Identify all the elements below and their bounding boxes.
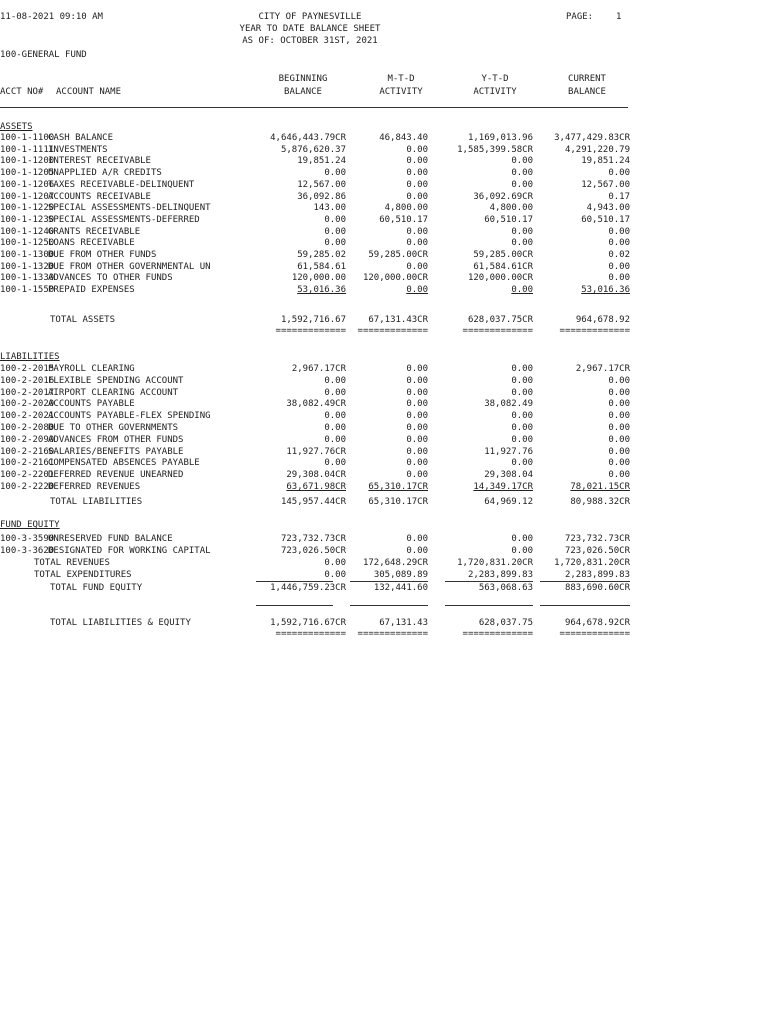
underline xyxy=(256,605,333,606)
beginning-balance: 0.00 xyxy=(324,375,346,386)
ytd-activity: 0.00 xyxy=(511,238,533,249)
underline xyxy=(540,581,630,582)
table-row xyxy=(0,273,770,285)
ytd-activity: 36,092.69CR xyxy=(473,191,533,202)
table-row xyxy=(0,250,770,262)
table-row xyxy=(0,546,770,558)
beginning-balance: 723,732.73CR xyxy=(280,534,346,544)
mtd-activity: 46,843.40 xyxy=(379,133,428,143)
total-assets-ytd: 628,037.75CR xyxy=(467,315,533,325)
account-name: FLEXIBLE SPENDING ACCOUNT xyxy=(48,375,184,386)
account-number: 100-2-2160 xyxy=(0,446,55,457)
col-mtd-2: ACTIVITY xyxy=(379,87,423,97)
total-revenues-ytd: 1,720,831.20CR xyxy=(457,558,533,568)
account-name: DUE TO OTHER GOVERNMENTS xyxy=(48,423,179,433)
beginning-balance: 5,876,620.37 xyxy=(280,144,346,155)
double-rule: ============= xyxy=(275,629,346,639)
total-expenditures-mtd: 305,089.89 xyxy=(373,570,428,580)
account-name: TAXES RECEIVABLE-DELINQUENT xyxy=(48,179,195,190)
total-fund-equity-mtd: 132,441.60 xyxy=(373,583,428,593)
account-number: 100-1-1111 xyxy=(0,144,55,155)
ytd-activity: 0.00 xyxy=(511,458,533,469)
account-number: 100-1-1206 xyxy=(0,179,55,190)
current-balance: 60,510.17 xyxy=(581,214,630,225)
col-beginning-1: BEGINNING xyxy=(278,74,328,84)
table-row xyxy=(0,534,770,546)
ytd-activity: 0.00 xyxy=(511,546,533,556)
ytd-activity: 0.00 xyxy=(511,285,533,296)
account-name: LOANS RECEIVABLE xyxy=(48,238,135,249)
account-name: INVESTMENTS xyxy=(48,144,108,155)
account-name: DEFERRED REVENUES xyxy=(48,482,141,492)
underline xyxy=(350,581,428,582)
mtd-activity: 0.00 xyxy=(406,399,428,410)
current-balance: 0.00 xyxy=(608,168,630,179)
mtd-activity: 0.00 xyxy=(406,238,428,249)
table-row xyxy=(0,180,770,192)
total-assets-mtd: 67,131.43CR xyxy=(368,315,428,325)
ytd-activity: 0.00 xyxy=(511,411,533,422)
current-balance: 723,026.50CR xyxy=(564,546,630,556)
beginning-balance: 59,285.02 xyxy=(297,250,346,260)
current-balance: 0.00 xyxy=(608,273,630,284)
ytd-activity: 0.00 xyxy=(511,156,533,167)
total-liabilities-row xyxy=(0,497,770,509)
beginning-balance: 0.00 xyxy=(324,423,346,433)
total-assets-double-rule xyxy=(0,326,770,338)
beginning-balance: 19,851.24 xyxy=(297,156,346,167)
current-balance: 4,291,220.79 xyxy=(564,144,630,155)
beginning-balance: 0.00 xyxy=(324,387,346,398)
current-balance: 0.00 xyxy=(608,399,630,410)
mtd-activity: 0.00 xyxy=(406,423,428,433)
account-name: UNAPPLIED A/R CREDITS xyxy=(48,168,162,179)
account-number: 100-2-2080 xyxy=(0,423,55,433)
account-name: ADVANCES TO OTHER FUNDS xyxy=(48,273,173,284)
total-liabilities-cur: 80,988.32CR xyxy=(570,497,630,507)
table-row xyxy=(0,458,770,470)
mtd-activity: 0.00 xyxy=(406,375,428,386)
account-name: COMPENSATED ABSENCES PAYABLE xyxy=(48,458,200,469)
account-name: UNRESERVED FUND BALANCE xyxy=(48,534,173,544)
mtd-activity: 0.00 xyxy=(406,179,428,190)
mtd-activity: 0.00 xyxy=(406,387,428,398)
table-row xyxy=(0,168,770,180)
account-number: 100-2-2016 xyxy=(0,375,55,386)
ytd-activity: 1,585,399.58CR xyxy=(457,144,533,155)
current-balance: 0.00 xyxy=(608,458,630,469)
current-balance: 2,967.17CR xyxy=(575,364,630,374)
ytd-activity: 0.00 xyxy=(511,534,533,544)
table-row xyxy=(0,215,770,227)
total-liab-equity-ytd: 628,037.75 xyxy=(478,618,533,628)
beginning-balance: 53,016.36 xyxy=(297,285,346,296)
mtd-activity: 0.00 xyxy=(406,261,428,272)
account-name: DUE FROM OTHER FUNDS xyxy=(48,250,157,260)
mtd-activity: 120,000.00CR xyxy=(362,273,428,284)
account-number: 100-1-1230 xyxy=(0,214,55,225)
total-expenditures-ytd: 2,283,899.83 xyxy=(467,570,533,580)
mtd-activity: 0.00 xyxy=(406,458,428,469)
table-row xyxy=(0,423,770,435)
mtd-activity: 0.00 xyxy=(406,534,428,544)
account-number: 100-2-2220 xyxy=(0,482,55,492)
account-number: 100-2-2021 xyxy=(0,411,55,422)
account-number: 100-2-2015 xyxy=(0,364,55,374)
account-name: ACCOUNTS PAYABLE xyxy=(48,399,135,410)
double-rule: ============= xyxy=(275,326,346,336)
total-liab-equity-label: TOTAL LIABILITIES & EQUITY xyxy=(50,618,191,628)
total-revenues-mtd: 172,648.29CR xyxy=(362,558,428,568)
table-row xyxy=(0,192,770,204)
ytd-activity: 61,584.61CR xyxy=(473,261,533,272)
current-balance: 0.02 xyxy=(608,250,630,260)
total-liabilities-ytd: 64,969.12 xyxy=(484,497,533,507)
account-number: 100-1-1330 xyxy=(0,273,55,284)
total-revenues-row xyxy=(0,558,770,570)
col-current-2: BALANCE xyxy=(568,87,606,97)
mtd-activity: 0.00 xyxy=(406,411,428,422)
account-name: ADVANCES FROM OTHER FUNDS xyxy=(48,434,184,445)
current-balance: 0.00 xyxy=(608,470,630,481)
table-row xyxy=(0,435,770,447)
section-fund-equity: FUND EQUITY xyxy=(0,520,60,530)
current-balance: 0.00 xyxy=(608,375,630,386)
ytd-activity: 120,000.00CR xyxy=(467,273,533,284)
account-number: 100-2-2017 xyxy=(0,387,55,398)
account-number: 100-1-1240 xyxy=(0,226,55,237)
beginning-balance: 143.00 xyxy=(313,203,346,214)
total-assets-label: TOTAL ASSETS xyxy=(50,315,116,325)
total-fund-equity-row xyxy=(0,583,770,595)
account-number: 100-1-1550 xyxy=(0,285,55,296)
account-name: DESIGNATED FOR WORKING CAPITAL xyxy=(48,546,211,556)
beginning-balance: 63,671.98CR xyxy=(286,482,346,492)
fund-name: 100-GENERAL FUND xyxy=(0,50,87,60)
underline xyxy=(540,605,630,606)
col-current-1: CURRENT xyxy=(568,74,606,84)
col-acct-no: ACCT NO# xyxy=(0,87,44,97)
current-balance: 0.00 xyxy=(608,226,630,237)
mtd-activity: 0.00 xyxy=(406,470,428,481)
current-balance: 0.00 xyxy=(608,387,630,398)
table-row xyxy=(0,262,770,274)
account-number: 100-2-2090 xyxy=(0,434,55,445)
mtd-activity: 0.00 xyxy=(406,546,428,556)
account-number: 100-2-2161 xyxy=(0,458,55,469)
account-name: ACCOUNTS PAYABLE-FLEX SPENDING xyxy=(48,411,211,422)
beginning-balance: 4,646,443.79CR xyxy=(270,133,346,143)
account-name: SPECIAL ASSESSMENTS-DELINQUENT xyxy=(48,203,211,214)
ytd-activity: 0.00 xyxy=(511,387,533,398)
ytd-activity: 0.00 xyxy=(511,434,533,445)
account-number: 100-2-2020 xyxy=(0,399,55,410)
table-row xyxy=(0,156,770,168)
mtd-activity: 4,800.00 xyxy=(384,203,428,214)
mtd-activity: 0.00 xyxy=(406,191,428,202)
ytd-activity: 1,169,013.96 xyxy=(467,133,533,143)
beginning-balance: 2,967.17CR xyxy=(291,364,346,374)
current-balance: 53,016.36 xyxy=(581,285,630,296)
ytd-activity: 0.00 xyxy=(511,226,533,237)
current-balance: 0.00 xyxy=(608,434,630,445)
total-liabilities-mtd: 65,310.17CR xyxy=(368,497,428,507)
page-label: PAGE: xyxy=(566,12,594,22)
current-balance: 4,943.00 xyxy=(586,203,630,214)
col-account-name: ACCOUNT NAME xyxy=(56,87,122,97)
account-name: GRANTS RECEIVABLE xyxy=(48,226,141,237)
table-row xyxy=(0,411,770,423)
total-liab-equity-beg: 1,592,716.67CR xyxy=(270,618,346,628)
table-row xyxy=(0,482,770,494)
total-liabilities-label: TOTAL LIABILITIES xyxy=(50,497,143,507)
beginning-balance: 0.00 xyxy=(324,214,346,225)
total-fund-equity-label: TOTAL FUND EQUITY xyxy=(50,583,143,593)
current-balance: 78,021.15CR xyxy=(570,482,630,492)
ytd-activity: 29,308.04 xyxy=(484,470,533,481)
current-balance: 0.00 xyxy=(608,423,630,433)
account-number: 100-3-3590 xyxy=(0,534,55,544)
city-name: CITY OF PAYNESVILLE xyxy=(258,12,362,22)
account-number: 100-1-1320 xyxy=(0,261,55,272)
ytd-activity: 0.00 xyxy=(511,364,533,374)
beginning-balance: 0.00 xyxy=(324,411,346,422)
beginning-balance: 36,092.86 xyxy=(297,191,346,202)
ytd-activity: 14,349.17CR xyxy=(473,482,533,492)
table-row xyxy=(0,227,770,239)
beginning-balance: 38,082.49CR xyxy=(286,399,346,410)
account-name: ACCOUNTS RECEIVABLE xyxy=(48,191,151,202)
report-datetime: 11-08-2021 09:10 AM xyxy=(0,12,103,22)
double-rule: ============= xyxy=(462,326,533,336)
beginning-balance: 11,927.76CR xyxy=(286,446,346,457)
current-balance: 723,732.73CR xyxy=(564,534,630,544)
col-beginning-2: BALANCE xyxy=(284,87,322,97)
total-expenditures-label: TOTAL EXPENDITURES xyxy=(34,570,132,580)
beginning-balance: 29,308.04CR xyxy=(286,470,346,481)
table-row xyxy=(0,133,770,145)
beginning-balance: 0.00 xyxy=(324,434,346,445)
table-row xyxy=(0,364,770,376)
table-row xyxy=(0,399,770,411)
ytd-activity: 59,285.00CR xyxy=(473,250,533,260)
total-revenues-cur: 1,720,831.20CR xyxy=(554,558,630,568)
total-expenditures-beg: 0.00 xyxy=(324,570,346,580)
ytd-activity: 0.00 xyxy=(511,179,533,190)
account-name: SALARIES/BENEFITS PAYABLE xyxy=(48,446,184,457)
total-revenues-beg: 0.00 xyxy=(324,558,346,568)
table-row xyxy=(0,145,770,157)
mtd-activity: 65,310.17CR xyxy=(368,482,428,492)
account-name: SPECIAL ASSESSMENTS-DEFERRED xyxy=(48,214,200,225)
total-liab-equity-double-rule xyxy=(0,629,770,641)
account-number: 100-1-1205 xyxy=(0,168,55,179)
double-rule: ============= xyxy=(559,629,630,639)
total-revenues-label: TOTAL REVENUES xyxy=(34,558,110,568)
mtd-activity: 0.00 xyxy=(406,364,428,374)
current-balance: 3,477,429.83CR xyxy=(554,133,630,143)
account-number: 100-1-1200 xyxy=(0,156,55,167)
ytd-activity: 4,800.00 xyxy=(489,203,533,214)
account-number: 100-1-1300 xyxy=(0,250,55,260)
mtd-activity: 0.00 xyxy=(406,156,428,167)
col-mtd-1: M-T-D xyxy=(387,74,415,84)
account-number: 100-1-1250 xyxy=(0,238,55,249)
current-balance: 0.00 xyxy=(608,446,630,457)
total-assets-cur: 964,678.92 xyxy=(575,315,630,325)
mtd-activity: 0.00 xyxy=(406,434,428,445)
beginning-balance: 723,026.50CR xyxy=(280,546,346,556)
double-rule: ============= xyxy=(357,326,428,336)
mtd-activity: 0.00 xyxy=(406,226,428,237)
current-balance: 0.17 xyxy=(608,191,630,202)
current-balance: 12,567.00 xyxy=(581,179,630,190)
current-balance: 0.00 xyxy=(608,411,630,422)
account-number: 100-1-1100 xyxy=(0,133,55,143)
underline xyxy=(350,605,428,606)
section-assets: ASSETS xyxy=(0,122,33,132)
account-name: CASH BALANCE xyxy=(48,133,114,143)
section-liabilities: LIABILITIES xyxy=(0,352,60,362)
table-row xyxy=(0,285,770,297)
account-name: AIRPORT CLEARING ACCOUNT xyxy=(48,387,179,398)
total-liab-equity-mtd: 67,131.43 xyxy=(379,618,428,628)
current-balance: 0.00 xyxy=(608,238,630,249)
ytd-activity: 38,082.49 xyxy=(484,399,533,410)
total-fund-equity-beg: 1,446,759.23CR xyxy=(270,583,346,593)
account-name: DUE FROM OTHER GOVERNMENTAL UN xyxy=(48,261,211,272)
mtd-activity: 60,510.17 xyxy=(379,214,428,225)
table-row xyxy=(0,447,770,459)
account-number: 100-3-3620 xyxy=(0,546,55,556)
report-title: YEAR TO DATE BALANCE SHEET xyxy=(239,24,381,34)
current-balance: 19,851.24 xyxy=(581,156,630,167)
ytd-activity: 0.00 xyxy=(511,423,533,433)
mtd-activity: 0.00 xyxy=(406,168,428,179)
total-liabilities-beg: 145,957.44CR xyxy=(280,497,346,507)
col-ytd-1: Y-T-D xyxy=(481,74,509,84)
account-name: DEFERRED REVENUE UNEARNED xyxy=(48,470,184,481)
beginning-balance: 0.00 xyxy=(324,238,346,249)
total-liab-equity-cur: 964,678.92CR xyxy=(564,618,630,628)
beginning-balance: 0.00 xyxy=(324,458,346,469)
ytd-activity: 0.00 xyxy=(511,375,533,386)
beginning-balance: 0.00 xyxy=(324,226,346,237)
mtd-activity: 59,285.00CR xyxy=(368,250,428,260)
table-row xyxy=(0,238,770,250)
ytd-activity: 11,927.76 xyxy=(484,446,533,457)
total-fund-equity-ytd: 563,068.63 xyxy=(478,583,533,593)
double-rule: ============= xyxy=(357,629,428,639)
underline xyxy=(256,581,333,582)
beginning-balance: 0.00 xyxy=(324,168,346,179)
report-as-of: AS OF: OCTOBER 31ST, 2021 xyxy=(242,36,378,46)
total-assets-beg: 1,592,716.67 xyxy=(280,315,346,325)
account-number: 100-1-1207 xyxy=(0,191,55,202)
current-balance: 0.00 xyxy=(608,261,630,272)
mtd-activity: 0.00 xyxy=(406,144,428,155)
account-name: INTEREST RECEIVABLE xyxy=(48,156,151,167)
mtd-activity: 0.00 xyxy=(406,446,428,457)
total-expenditures-cur: 2,283,899.83 xyxy=(564,570,630,580)
beginning-balance: 120,000.00 xyxy=(291,273,346,284)
account-name: PAYROLL CLEARING xyxy=(48,364,135,374)
underline xyxy=(445,581,533,582)
ytd-activity: 0.00 xyxy=(511,168,533,179)
ytd-activity: 60,510.17 xyxy=(484,214,533,225)
total-fund-equity-cur: 883,690.60CR xyxy=(564,583,630,593)
account-number: 100-2-2201 xyxy=(0,470,55,481)
account-number: 100-1-1220 xyxy=(0,203,55,214)
double-rule: ============= xyxy=(462,629,533,639)
underline xyxy=(445,605,533,606)
mtd-activity: 0.00 xyxy=(406,285,428,296)
table-row xyxy=(0,203,770,215)
beginning-balance: 61,584.61 xyxy=(297,261,346,272)
account-name: PREPAID EXPENSES xyxy=(48,285,135,296)
beginning-balance: 12,567.00 xyxy=(297,179,346,190)
double-rule: ============= xyxy=(559,326,630,336)
table-row xyxy=(0,376,770,388)
header-rule xyxy=(0,107,628,108)
page-number: 1 xyxy=(616,12,622,22)
table-row xyxy=(0,470,770,482)
col-ytd-2: ACTIVITY xyxy=(473,87,517,97)
table-row xyxy=(0,388,770,400)
